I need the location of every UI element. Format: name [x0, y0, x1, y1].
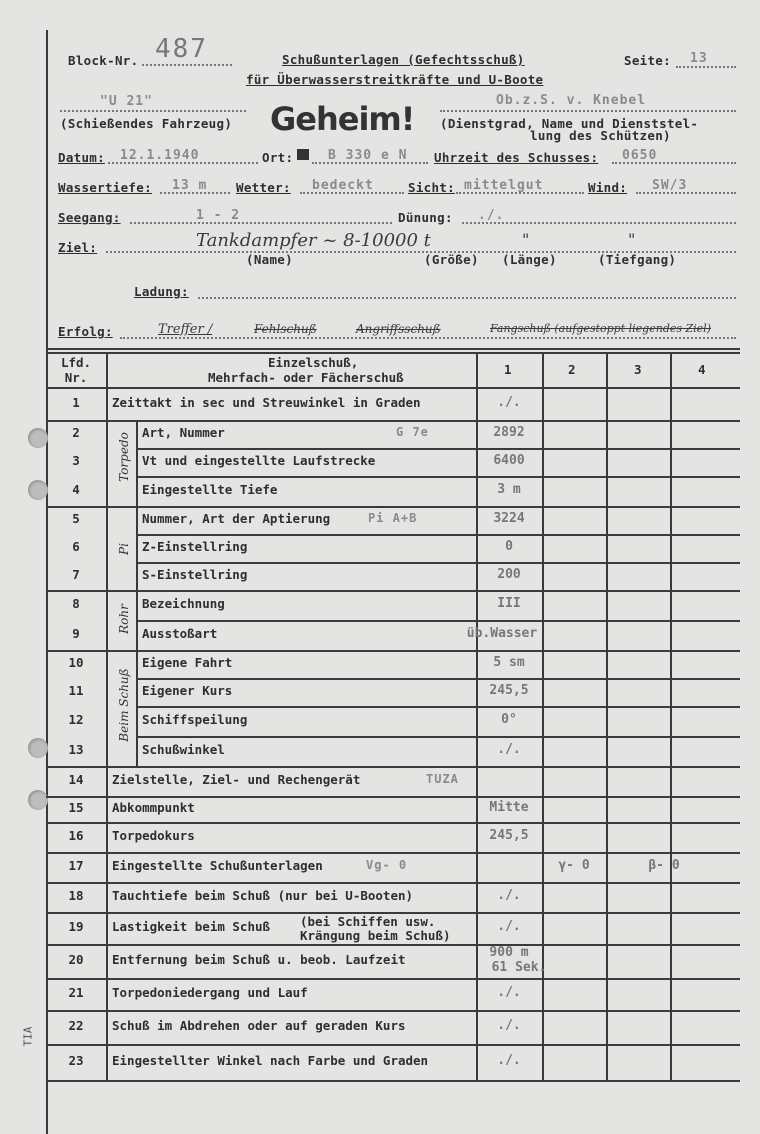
row-value-col1: 0°: [501, 712, 517, 727]
row-divider: [46, 978, 740, 980]
group-rohr: Rohr: [117, 604, 131, 634]
row-divider: [46, 796, 740, 798]
row-number: 21: [68, 985, 84, 1000]
erfolg-struck-1: Fehlschuß: [254, 322, 317, 336]
row-value-col1: ./.: [497, 888, 521, 903]
wind-label: Wind:: [588, 180, 628, 195]
row-number: 3: [72, 453, 80, 468]
uhrzeit-label: Uhrzeit des Schusses:: [434, 150, 599, 165]
ziel-laenge-value: ": [522, 230, 530, 249]
row-divider: [46, 590, 740, 592]
row-divider: [46, 822, 740, 824]
datum-label: Datum:: [58, 150, 105, 165]
row-value-col1: 2892: [493, 425, 525, 440]
row-extra-value: TUZA: [426, 772, 459, 786]
row-value-col3: β- 0: [648, 858, 680, 873]
form-title: Schußunterlagen (Gefechtsschuß): [282, 52, 525, 67]
row-divider: [46, 1044, 740, 1046]
row-divider: [136, 736, 740, 738]
row-number: 1: [72, 394, 80, 410]
head-col-4: 4: [698, 362, 706, 377]
row-number: 19: [68, 919, 84, 934]
row-divider: [136, 534, 740, 536]
ort-value: B 330 e N: [328, 148, 408, 163]
row-label: Tauchtiefe beim Schuß (nur bei U-Booten): [112, 888, 414, 903]
head-col-1: 1: [504, 362, 512, 377]
row-number: 23: [68, 1053, 84, 1068]
row-label: S-Einstellring: [142, 567, 248, 582]
row-value-col1: 900 m: [489, 945, 529, 960]
head-nr-2: Nr.: [64, 370, 88, 385]
row-label: Torpedokurs: [112, 828, 195, 843]
row-value-col1: 0: [505, 539, 513, 554]
secret-stamp: Geheim!: [270, 100, 415, 138]
row-value-col1: ./.: [497, 919, 521, 934]
row-divider: [46, 1010, 740, 1012]
group-torpedo: Torpedo: [117, 432, 131, 482]
row-divider: [46, 852, 740, 854]
punch-hole: [28, 738, 48, 758]
wetter-label: Wetter:: [236, 180, 291, 195]
row-label: Zeittakt in sec und Streuwinkel in Graden: [112, 394, 421, 410]
row-number: 14: [68, 772, 84, 787]
row-label: Entfernung beim Schuß u. beob. Laufzeit: [112, 952, 406, 967]
row-label: Abkommpunkt: [112, 800, 195, 815]
row-value-col1: 245,5: [489, 683, 529, 698]
row-number: 13: [68, 742, 84, 757]
row-number: 22: [68, 1018, 84, 1033]
row-value-col1: 6400: [493, 453, 525, 468]
row-number: 8: [72, 596, 80, 611]
ziel-groesse-label: (Größe): [424, 252, 479, 267]
row-value-col1: 3224: [493, 511, 525, 526]
wetter-value: bedeckt: [312, 178, 374, 193]
ziel-label: Ziel:: [58, 240, 98, 255]
row-label: Vt und eingestellte Laufstrecke: [142, 453, 376, 468]
row-value-col1: 245,5: [489, 828, 529, 843]
row-label: Eingestellter Winkel nach Farbe und Graden: [112, 1053, 429, 1068]
row-label: Zielstelle, Ziel- und Rechengerät: [112, 772, 361, 787]
group-pi: Pi: [117, 543, 131, 555]
row-value-col1: ./.: [497, 394, 521, 410]
row-divider: [46, 1080, 740, 1082]
row-number: 7: [72, 567, 80, 582]
row-label: Torpedoniedergang und Lauf: [112, 985, 308, 1000]
row-divider: [136, 620, 740, 622]
row-value-col1: III: [497, 596, 521, 611]
seite-value: 13: [690, 51, 708, 66]
row-extra-value: Vg- 0: [366, 858, 408, 872]
row-number: 5: [72, 511, 80, 526]
head-col-3: 3: [634, 362, 642, 377]
group-beim-schuss: Beim Schuß: [117, 668, 131, 742]
row-label: Schußwinkel: [142, 742, 225, 757]
row-label: Z-Einstellring: [142, 539, 248, 554]
sicht-label: Sicht:: [408, 180, 455, 195]
ziel-tiefgang-value: ": [628, 230, 636, 249]
row-extra-value: Pi A+B: [368, 511, 418, 525]
wassertiefe-value: 13 m: [172, 178, 208, 193]
row-number: 6: [72, 539, 80, 554]
row-divider: [46, 506, 740, 508]
row-number: 15: [68, 800, 84, 815]
row-value-col1: 200: [497, 567, 521, 582]
datum-value: 12.1.1940: [120, 148, 200, 163]
row-label: Eingestellte Schußunterlagen: [112, 858, 323, 873]
ziel-value: Tankdampfer ~ 8-10000 t: [196, 230, 431, 251]
punch-hole: [28, 480, 48, 500]
head-desc-2: Mehrfach- oder Fächerschuß: [208, 370, 404, 385]
row-value-col1: 3 m: [497, 482, 521, 497]
form-subtitle: für Überwasserstreitkräfte und U-Boote: [246, 72, 544, 87]
duenung-label: Dünung:: [398, 210, 453, 225]
row-label: Eigener Kurs: [142, 683, 233, 698]
row-divider: [46, 944, 740, 946]
row-label-note: (bei Schiffen usw.: [300, 914, 436, 929]
block-label: Block-Nr.: [68, 53, 139, 68]
row-value-col1: Mitte: [489, 800, 529, 815]
row-label: Eingestellte Tiefe: [142, 482, 278, 497]
row-value-col1: 5 sm: [493, 655, 525, 670]
seite-label: Seite:: [624, 53, 671, 68]
head-col-2: 2: [568, 362, 576, 377]
boat-value: "U 21": [100, 94, 153, 109]
duenung-value: ./.: [478, 208, 505, 223]
row-number: 11: [68, 683, 84, 698]
erfolg-struck-2: Angriffsschuß: [356, 322, 441, 336]
erfolg-value: Treffer /: [158, 322, 213, 337]
punch-hole: [28, 428, 48, 448]
row-number: 16: [68, 828, 84, 843]
row-divider: [136, 706, 740, 708]
row-extra-value: G 7e: [396, 425, 429, 439]
seegang-value: 1 - 2: [196, 208, 241, 223]
uhrzeit-value: 0650: [622, 148, 658, 163]
row-value-col1-b: 61 Sek.: [491, 960, 547, 975]
row-divider: [46, 650, 740, 652]
row-divider: [136, 476, 740, 478]
seegang-label: Seegang:: [58, 210, 121, 225]
row-number: 17: [68, 858, 84, 873]
row-label: Ausstoßart: [142, 626, 218, 641]
row-divider: [46, 766, 740, 768]
row-value-col1: ./.: [497, 1018, 521, 1033]
head-desc-1: Einzelschuß,: [268, 355, 359, 370]
row-number: 2: [72, 425, 80, 440]
shooter-label-2: lung des Schützen): [530, 128, 671, 143]
ziel-name-label: (Name): [246, 252, 293, 267]
block-number: 487: [155, 34, 208, 64]
row-number: 4: [72, 482, 80, 497]
row-value-col1: üb.Wasser: [466, 626, 538, 641]
ziel-laenge-label: (Länge): [502, 252, 557, 267]
erfolg-struck-3: Fangschuß (aufgestoppt liegendes Ziel): [490, 322, 711, 335]
wassertiefe-label: Wassertiefe:: [58, 180, 152, 195]
row-number: 18: [68, 888, 84, 903]
row-label-note: Krängung beim Schuß): [300, 928, 451, 943]
row-label: Lastigkeit beim Schuß: [112, 919, 271, 934]
sicht-value: mittelgut: [464, 178, 544, 193]
left-margin-line: [46, 30, 48, 1134]
row-divider: [136, 678, 740, 680]
ladung-label: Ladung:: [134, 284, 189, 299]
row-label: Art, Nummer: [142, 425, 225, 440]
head-nr: Lfd.: [60, 355, 92, 370]
ort-label: Ort:: [262, 150, 294, 165]
row-divider: [46, 882, 740, 884]
punch-hole: [28, 790, 48, 810]
row-number: 10: [68, 655, 84, 670]
row-value-col1: ./.: [497, 985, 521, 1000]
row-number: 9: [72, 626, 80, 641]
ziel-tiefgang-label: (Tiefgang): [598, 252, 677, 267]
row-divider: [46, 420, 740, 422]
row-divider: [136, 562, 740, 564]
row-number: 20: [68, 952, 84, 967]
redaction-box: [297, 149, 309, 160]
row-value-col1: ./.: [497, 1053, 521, 1068]
row-number: 12: [68, 712, 84, 727]
margin-note: TIA: [21, 1026, 35, 1047]
shooter-label-1: (Dienstgrad, Name und Dienststel-: [440, 116, 699, 131]
row-label: Schuß im Abdrehen oder auf geraden Kurs: [112, 1018, 406, 1033]
row-value-col2: γ- 0: [558, 858, 590, 873]
row-value-col1: ./.: [497, 742, 521, 757]
row-label: Bezeichnung: [142, 596, 225, 611]
boat-label: (Schießendes Fahrzeug): [60, 116, 233, 131]
row-divider: [136, 448, 740, 450]
wind-value: SW/3: [652, 178, 688, 193]
row-label: Nummer, Art der Aptierung: [142, 511, 331, 526]
erfolg-label: Erfolg:: [58, 324, 113, 339]
row-label: Eigene Fahrt: [142, 655, 233, 670]
row-label: Schiffspeilung: [142, 712, 248, 727]
shooter-value: Ob.z.S. v. Knebel: [496, 93, 647, 108]
